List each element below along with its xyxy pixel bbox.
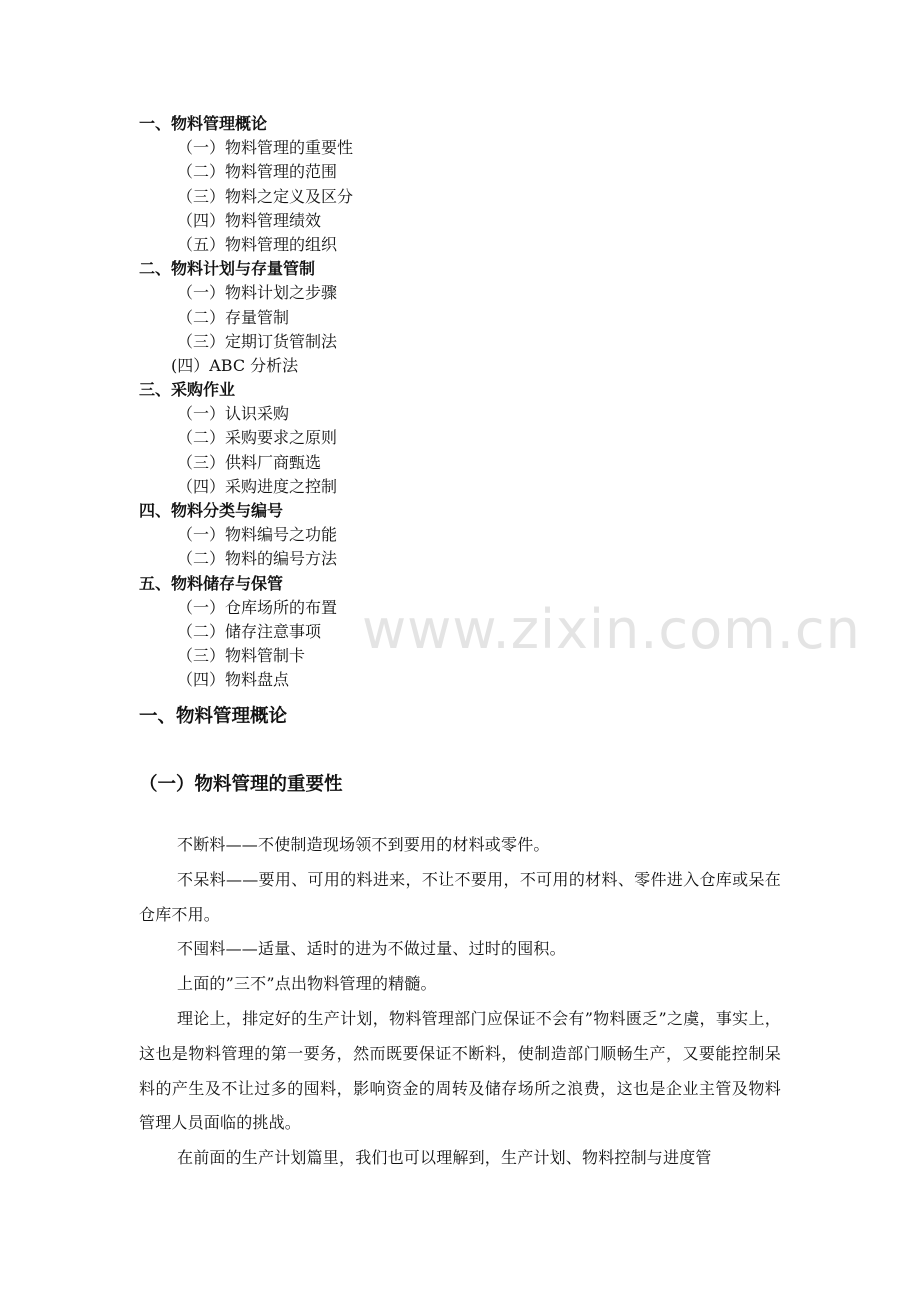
toc-item: （一）物料计划之步骤 bbox=[177, 283, 338, 303]
toc-item: （二）物料管理的范围 bbox=[177, 162, 338, 182]
toc-item: （一）物料编号之功能 bbox=[177, 525, 338, 545]
toc-item: （四）采购进度之控制 bbox=[177, 476, 338, 496]
toc-item: （三）供料厂商甄选 bbox=[177, 452, 322, 472]
subsection-heading: （一）物料管理的重要性 bbox=[139, 774, 343, 795]
paragraph: 不断料——不使制造现场领不到要用的材料或零件。 bbox=[177, 835, 550, 854]
paragraph: 在前面的生产计划篇里，我们也可以理解到，生产计划、物料控制与进度管 bbox=[177, 1148, 712, 1168]
paragraph: 不呆料——要用、可用的料进来，不让不要用，不可用的材料、零件进入仓库或呆在仓库不用。 bbox=[139, 869, 781, 924]
toc-section-heading: 二、物料计划与存量管制 bbox=[139, 259, 316, 279]
paragraph: 上面的”三不”点出物料管理的精髓。 bbox=[177, 974, 437, 994]
toc-item: （二）存量管制 bbox=[177, 307, 290, 327]
watermark: www.zixin.com.cn bbox=[362, 598, 861, 661]
toc-section-heading: 一、物料管理概论 bbox=[139, 114, 268, 133]
paragraph: 理论上，排定好的生产计划，物料管理部门应保证不会有”物料匮乏”之虞，事实上，这也是物料管理的第一要务，然而既要保证不断料，使制造部门顺畅生产，又要能控制呆料的产生及不让过多的囤料，影响资金的周转及储存场所之浪费，这也是企业主管及物料管理人员面临的挑战。 bbox=[139, 1008, 781, 1133]
toc-item: （一）认识采购 bbox=[177, 404, 290, 424]
toc-item: （三）物料之定义及区分 bbox=[177, 186, 354, 206]
toc-section-heading: 三、采购作业 bbox=[139, 380, 236, 400]
toc-item: （三）定期订货管制法 bbox=[177, 331, 338, 351]
toc-item: （二）物料的编号方法 bbox=[177, 549, 338, 569]
section-heading: 一、物料管理概论 bbox=[139, 706, 288, 727]
body-text bbox=[139, 828, 781, 1176]
toc-item: （四）物料管理绩效 bbox=[177, 210, 322, 230]
paragraph: 不囤料——适量、适时的进为不做过量、过时的囤积。 bbox=[177, 939, 566, 959]
toc-item: （二）储存注意事项 bbox=[177, 621, 322, 641]
toc-section-heading: 五、物料储存与保管 bbox=[139, 573, 284, 593]
toc-item: （二）采购要求之原则 bbox=[177, 428, 338, 448]
toc-item: （三）物料管制卡 bbox=[177, 646, 306, 666]
table-of-contents bbox=[139, 112, 699, 693]
toc-item: （四）物料盘点 bbox=[177, 670, 290, 690]
toc-item: （五）物料管理的组织 bbox=[177, 234, 338, 254]
toc-item: (四）ABC 分析法 bbox=[171, 355, 299, 375]
toc-item: （一）物料管理的重要性 bbox=[177, 138, 354, 158]
toc-section-heading: 四、物料分类与编号 bbox=[139, 501, 284, 520]
toc-item: （一）仓库场所的布置 bbox=[177, 597, 338, 617]
